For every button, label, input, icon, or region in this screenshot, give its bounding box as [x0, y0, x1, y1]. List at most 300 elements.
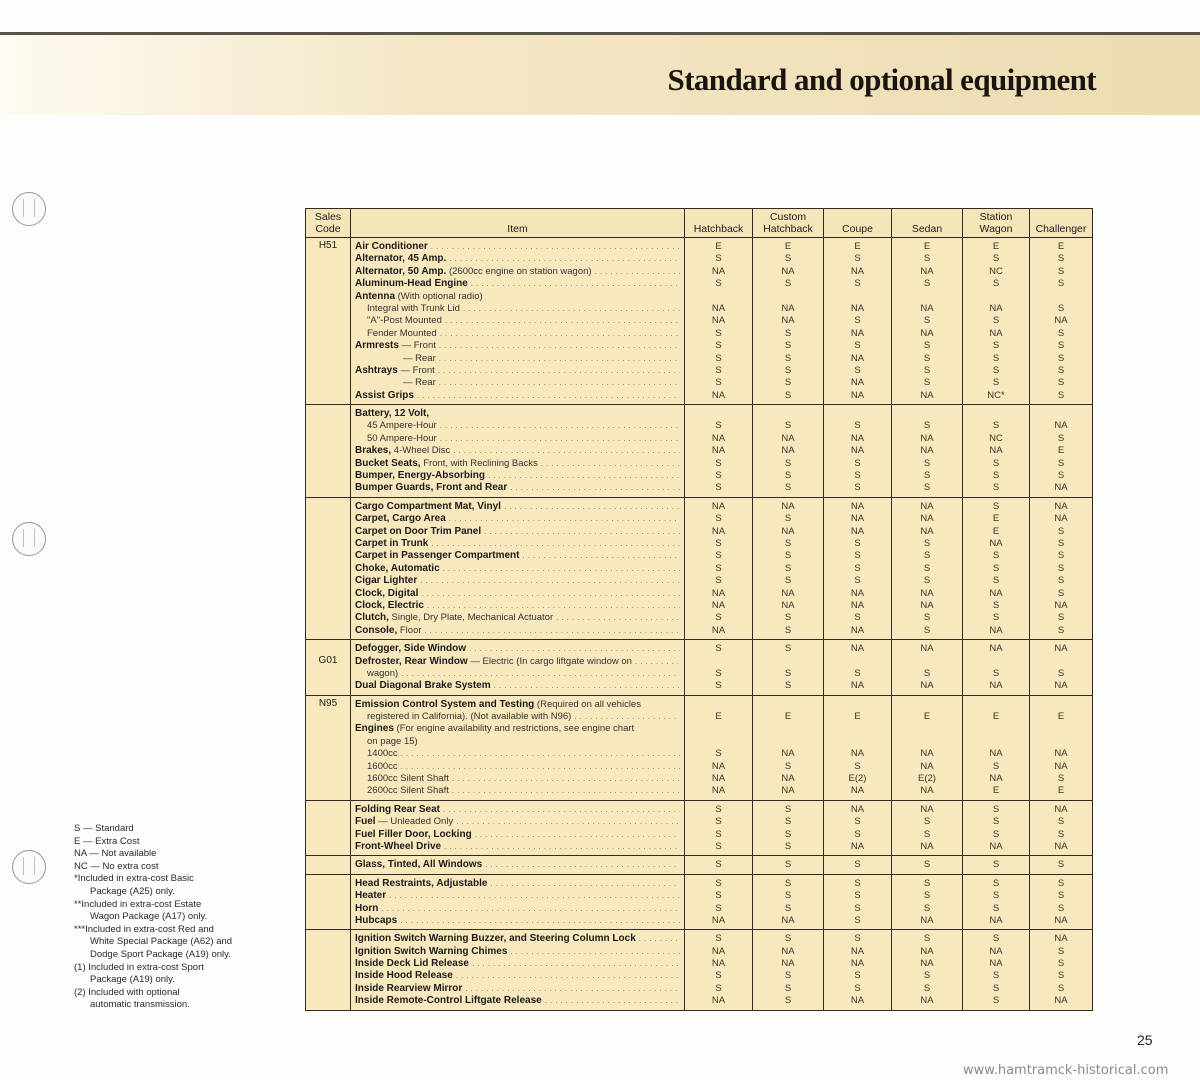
value-cell: S: [1057, 816, 1065, 828]
value-cell: NA: [850, 840, 865, 852]
value-cell: S: [854, 933, 861, 945]
value-column: [892, 497, 963, 639]
sales-code: [306, 858, 350, 870]
value-cell: S: [992, 340, 1000, 352]
value-cell: [753, 699, 823, 711]
item-name: Glass, Tinted, All Windows: [355, 859, 483, 871]
sales-code: [306, 760, 350, 772]
value-cell: S: [784, 562, 792, 574]
value-column: [685, 497, 753, 639]
value-cell: S: [784, 537, 792, 549]
value-cell: NA: [920, 513, 934, 525]
value-cell: NA: [711, 525, 726, 537]
legend-line: Wagon Package (A17) only.: [90, 911, 208, 923]
item-note: wagon): [367, 667, 399, 679]
value-cell: S: [854, 982, 861, 994]
value-cell: S: [992, 253, 1000, 265]
value-cell: S: [784, 482, 792, 494]
item-note: — Rear: [403, 352, 436, 364]
value-column: [753, 640, 824, 696]
value-cell: S: [992, 377, 1000, 389]
value-cell: S: [992, 420, 1000, 432]
value-cell: E: [715, 711, 722, 723]
value-cell: NC: [989, 432, 1003, 444]
value-cell: S: [923, 364, 931, 376]
value-cell: S: [1057, 550, 1065, 562]
item-label: [355, 711, 680, 723]
legend: [74, 823, 244, 1012]
value-cell: S: [715, 537, 722, 549]
value-cell: S: [854, 562, 861, 574]
value-column: [685, 930, 753, 1010]
page-title: Standard and optional equipment: [667, 62, 1096, 97]
item-label: [355, 859, 680, 871]
item-name: Inside Remote-Control Liftgate Release: [355, 995, 542, 1007]
item-name: Carpet in Passenger Compartment: [355, 550, 520, 562]
value-cell: S: [923, 828, 931, 840]
value-cell: S: [854, 537, 861, 549]
value-column: [963, 640, 1030, 696]
sales-code: [306, 537, 350, 549]
sales-code: [306, 500, 350, 512]
sales-code: [306, 314, 350, 326]
value-cell: [685, 291, 752, 303]
value-cell: [685, 656, 752, 668]
legend-line: automatic transmission.: [90, 999, 190, 1011]
value-cell: NA: [711, 995, 726, 1007]
table-row: [306, 856, 1093, 874]
value-column: [753, 930, 824, 1010]
sales-code: [306, 364, 350, 376]
value-cell: NC: [989, 265, 1003, 277]
value-cell: S: [923, 970, 931, 982]
sales-code: G01: [318, 654, 338, 666]
value-cell: NA: [920, 995, 934, 1007]
value-cell: S: [923, 470, 931, 482]
value-cell: [685, 736, 752, 748]
value-cell: S: [854, 253, 861, 265]
value-cell: NA: [989, 680, 1003, 692]
sales-code: [306, 642, 350, 654]
item-name: Carpet, Cargo Area: [355, 513, 446, 525]
value-cell: [963, 723, 1029, 735]
value-cell: S: [923, 575, 931, 587]
value-cell: S: [715, 970, 722, 982]
item-label: [355, 841, 680, 853]
item-name: Hubcaps: [355, 914, 398, 926]
value-cell: [963, 408, 1029, 420]
value-cell: NA: [1054, 500, 1068, 512]
value-cell: NA: [711, 389, 726, 401]
value-cell: S: [715, 877, 722, 889]
value-cell: NA: [920, 760, 934, 772]
item-label: [355, 933, 680, 945]
value-cell: S: [784, 816, 792, 828]
value-cell: E: [1057, 711, 1065, 723]
sales-code: [306, 407, 350, 419]
item-name: Cargo Compartment Mat, Vinyl: [355, 500, 501, 512]
item-label: [355, 377, 680, 389]
item-name: Clutch,: [355, 612, 389, 624]
sales-code-cell: [306, 497, 351, 639]
item-label: [355, 600, 680, 612]
value-cell: S: [923, 537, 931, 549]
value-cell: S: [715, 352, 722, 364]
table-row: [306, 930, 1093, 1010]
value-cell: E: [1057, 785, 1065, 797]
value-cell: NA: [1054, 803, 1068, 815]
sales-code-cell: [306, 800, 351, 856]
item-name: Emission Control System and Testing: [355, 698, 535, 710]
value-cell: S: [992, 667, 1000, 679]
value-cell: S: [715, 828, 722, 840]
value-cell: S: [715, 364, 722, 376]
value-cell: NA: [920, 803, 934, 815]
table-row: [306, 405, 1093, 498]
table-group: [306, 874, 1093, 930]
value-cell: S: [923, 377, 931, 389]
item-note: Single, Dry Plate, Mechanical Actuator: [388, 612, 554, 624]
value-column: [963, 874, 1030, 930]
value-column: [963, 405, 1030, 498]
item-note: — Unleaded Only: [375, 816, 454, 828]
item-note: registered in California). (Not available with N96): [367, 711, 572, 723]
sales-code: N95: [318, 697, 338, 709]
value-cell: NA: [781, 432, 795, 444]
value-cell: S: [923, 982, 931, 994]
item-label: [355, 625, 680, 637]
sales-code: [306, 914, 350, 926]
value-column: [685, 856, 753, 874]
value-cell: S: [1057, 624, 1065, 636]
value-cell: S: [1057, 253, 1065, 265]
item-name: Ignition Switch Warning Chimes: [355, 945, 508, 957]
sales-code: [306, 679, 350, 691]
value-cell: NA: [781, 773, 795, 785]
value-cell: NA: [920, 500, 934, 512]
value-cell: S: [715, 420, 722, 432]
value-cell: S: [992, 877, 1000, 889]
value-cell: S: [784, 352, 792, 364]
legend-line: (1) Included in extra-cost Sport: [74, 961, 204, 973]
value-cell: S: [854, 575, 861, 587]
value-cell: NA: [1054, 933, 1068, 945]
value-cell: S: [1057, 587, 1065, 599]
value-cell: NA: [1054, 420, 1068, 432]
value-cell: S: [784, 840, 792, 852]
table-group: [306, 695, 1093, 800]
value-cell: NA: [920, 445, 934, 457]
value-cell: S: [715, 902, 722, 914]
value-cell: [892, 699, 962, 711]
value-column: [963, 800, 1030, 856]
item-label: [355, 903, 680, 915]
table-row: [306, 800, 1093, 856]
item-note: (For engine availability and restrictions, see engine chart: [393, 723, 635, 735]
item-label: [355, 656, 680, 668]
value-cell: S: [1057, 828, 1065, 840]
value-cell: S: [1057, 612, 1065, 624]
value-cell: NA: [920, 432, 934, 444]
value-cell: NA: [1054, 599, 1068, 611]
value-cell: S: [715, 340, 722, 352]
sales-code: [306, 784, 350, 796]
item-note: — Electric (In cargo liftgate window on: [467, 655, 632, 667]
value-cell: NA: [850, 432, 865, 444]
item-label: [355, 958, 680, 970]
value-column: [753, 874, 824, 930]
value-cell: S: [923, 550, 931, 562]
value-cell: S: [854, 315, 861, 327]
item-label: [355, 736, 680, 748]
item-label: [355, 946, 680, 958]
item-label: [355, 829, 680, 841]
value-cell: [1030, 656, 1092, 668]
item-label: [355, 804, 680, 816]
value-cell: S: [1057, 575, 1065, 587]
value-cell: S: [923, 667, 931, 679]
value-cell: NA: [989, 624, 1003, 636]
table-group: [306, 497, 1093, 639]
legend-line: NC — No extra cost: [74, 860, 159, 872]
value-cell: S: [1057, 890, 1065, 902]
value-cell: NA: [850, 500, 865, 512]
value-cell: [824, 723, 891, 735]
sales-code: [306, 957, 350, 969]
sales-code: [306, 710, 350, 722]
value-cell: NA: [781, 958, 795, 970]
value-column: [685, 640, 753, 696]
value-cell: S: [784, 389, 792, 401]
table-row: [306, 695, 1093, 800]
value-column: [753, 695, 824, 800]
header-coupe: Coupe: [824, 209, 892, 238]
item-note: 1600cc: [367, 760, 398, 772]
value-cell: NA: [989, 914, 1003, 926]
value-cell: NA: [1054, 995, 1068, 1007]
item-name: Fuel Filler Door, Locking: [355, 828, 472, 840]
value-column: [1030, 856, 1093, 874]
value-cell: S: [854, 420, 861, 432]
value-cell: S: [923, 877, 931, 889]
sales-code: [306, 994, 350, 1006]
value-cell: E: [1057, 445, 1065, 457]
value-cell: NA: [1054, 680, 1068, 692]
value-column: [824, 238, 892, 405]
legend-line: Package (A19) only.: [90, 974, 175, 986]
value-cell: S: [854, 914, 861, 926]
value-cell: S: [1057, 278, 1065, 290]
value-cell: NA: [850, 389, 865, 401]
item-label: [355, 915, 680, 927]
value-column: [963, 695, 1030, 800]
sales-code: [306, 772, 350, 784]
value-column: [892, 405, 963, 498]
value-cell: NA: [850, 525, 865, 537]
item-label: [355, 970, 680, 982]
value-cell: S: [854, 890, 861, 902]
value-cell: NA: [989, 587, 1003, 599]
value-cell: S: [784, 624, 792, 636]
value-cell: NA: [989, 445, 1003, 457]
value-cell: NA: [850, 958, 865, 970]
value-cell: NA: [850, 680, 865, 692]
item-label: [355, 433, 680, 445]
value-column: [824, 800, 892, 856]
sales-code: [306, 735, 350, 747]
value-cell: E: [992, 711, 1000, 723]
item-name: Aluminum-Head Engine: [355, 278, 468, 290]
value-cell: S: [715, 803, 722, 815]
value-cell: NA: [781, 315, 795, 327]
value-cell: [892, 408, 962, 420]
value-cell: S: [992, 982, 1000, 994]
value-cell: NA: [850, 995, 865, 1007]
value-cell: S: [1057, 377, 1065, 389]
item-name: Carpet in Trunk: [355, 537, 429, 549]
item-note: 1600cc Silent Shaft: [367, 773, 449, 785]
value-cell: S: [1057, 982, 1065, 994]
value-cell: NA: [920, 265, 934, 277]
value-cell: S: [784, 550, 792, 562]
value-cell: NA: [1054, 748, 1068, 760]
header-challenger: Challenger: [1030, 209, 1093, 238]
value-cell: S: [1057, 265, 1065, 277]
value-cell: S: [1057, 352, 1065, 364]
value-column: [824, 930, 892, 1010]
value-cell: E: [784, 241, 792, 252]
sales-code: [306, 277, 350, 289]
value-cell: NA: [920, 840, 934, 852]
value-column: [963, 497, 1030, 639]
value-cell: S: [784, 612, 792, 624]
item-label: [355, 328, 680, 340]
value-cell: NA: [711, 500, 726, 512]
value-cell: S: [1057, 667, 1065, 679]
item-label: [355, 390, 680, 402]
value-cell: [824, 736, 891, 748]
value-cell: S: [923, 902, 931, 914]
sales-code: [306, 481, 350, 493]
value-cell: S: [784, 575, 792, 587]
item-label: [355, 241, 680, 253]
value-cell: S: [992, 500, 1000, 512]
header-sedan: Sedan: [892, 209, 963, 238]
sales-code: [306, 549, 350, 561]
value-cell: S: [1057, 389, 1065, 401]
value-cell: S: [784, 995, 792, 1007]
value-cell: S: [1057, 327, 1065, 339]
header-custom-hatchback: Custom Hatchback: [753, 209, 824, 238]
value-cell: NA: [989, 773, 1003, 785]
value-cell: NA: [711, 599, 726, 611]
item-name: Defroster, Rear Window: [355, 655, 468, 667]
value-cell: NA: [920, 945, 934, 957]
item-name: Choke, Automatic: [355, 562, 440, 574]
value-cell: NA: [920, 302, 934, 314]
sales-code-cell: [306, 695, 351, 800]
value-cell: S: [854, 970, 861, 982]
legend-line: White Special Package (A62) and: [90, 936, 233, 948]
header-station-wagon: Station Wagon: [963, 209, 1030, 238]
item-name: Dual Diagonal Brake System: [355, 680, 491, 692]
value-cell: S: [715, 253, 722, 265]
value-cell: S: [784, 970, 792, 982]
sales-code: [306, 457, 350, 469]
value-cell: NA: [850, 803, 865, 815]
legend-line: **Included in extra-cost Estate: [74, 898, 202, 910]
value-column: [1030, 695, 1093, 800]
value-cell: S: [715, 667, 722, 679]
value-cell: NA: [920, 680, 934, 692]
value-cell: S: [992, 278, 1000, 290]
value-cell: S: [854, 859, 861, 871]
sales-code: [306, 444, 350, 456]
value-cell: S: [992, 562, 1000, 574]
item-cell: [351, 238, 685, 405]
value-cell: E: [992, 513, 1000, 525]
value-cell: E(2): [918, 773, 936, 785]
value-cell: NA: [781, 748, 795, 760]
item-label: [355, 482, 680, 494]
value-cell: E: [854, 711, 861, 723]
value-column: [824, 856, 892, 874]
value-cell: [685, 723, 752, 735]
value-cell: NA: [920, 958, 934, 970]
value-cell: [753, 291, 823, 303]
value-cell: [753, 723, 823, 735]
value-column: [685, 405, 753, 498]
legend-line: Dodge Sport Package (A19) only.: [90, 948, 231, 960]
value-cell: S: [992, 859, 1000, 871]
value-column: [685, 800, 753, 856]
value-cell: NA: [850, 599, 865, 611]
value-cell: NA: [920, 587, 934, 599]
value-cell: S: [784, 760, 792, 772]
item-name: Inside Deck Lid Release: [355, 958, 469, 970]
value-cell: S: [715, 457, 722, 469]
value-column: [1030, 874, 1093, 930]
item-name: Carpet on Door Trim Panel: [355, 525, 482, 537]
value-cell: S: [854, 612, 861, 624]
value-cell: [824, 699, 891, 711]
value-cell: NA: [781, 525, 795, 537]
item-note: Floor: [397, 624, 422, 636]
value-cell: NA: [850, 302, 865, 314]
value-cell: S: [715, 575, 722, 587]
value-cell: S: [854, 470, 861, 482]
value-cell: S: [715, 816, 722, 828]
item-name: Air Conditioner: [355, 241, 428, 252]
value-cell: S: [992, 933, 1000, 945]
value-cell: NA: [850, 748, 865, 760]
item-note: "A"-Post Mounted: [367, 315, 442, 327]
value-cell: [963, 291, 1029, 303]
value-cell: [892, 723, 962, 735]
sales-code: [306, 432, 350, 444]
value-cell: S: [715, 562, 722, 574]
value-cell: NA: [920, 914, 934, 926]
sales-code: [306, 722, 350, 734]
value-cell: S: [784, 340, 792, 352]
value-cell: S: [715, 278, 722, 290]
item-name: Clock, Digital: [355, 587, 419, 599]
binder-hole: [12, 522, 46, 556]
value-cell: NA: [1054, 315, 1068, 327]
table-row: [306, 874, 1093, 930]
item-label: [355, 501, 680, 513]
value-cell: S: [1057, 877, 1065, 889]
